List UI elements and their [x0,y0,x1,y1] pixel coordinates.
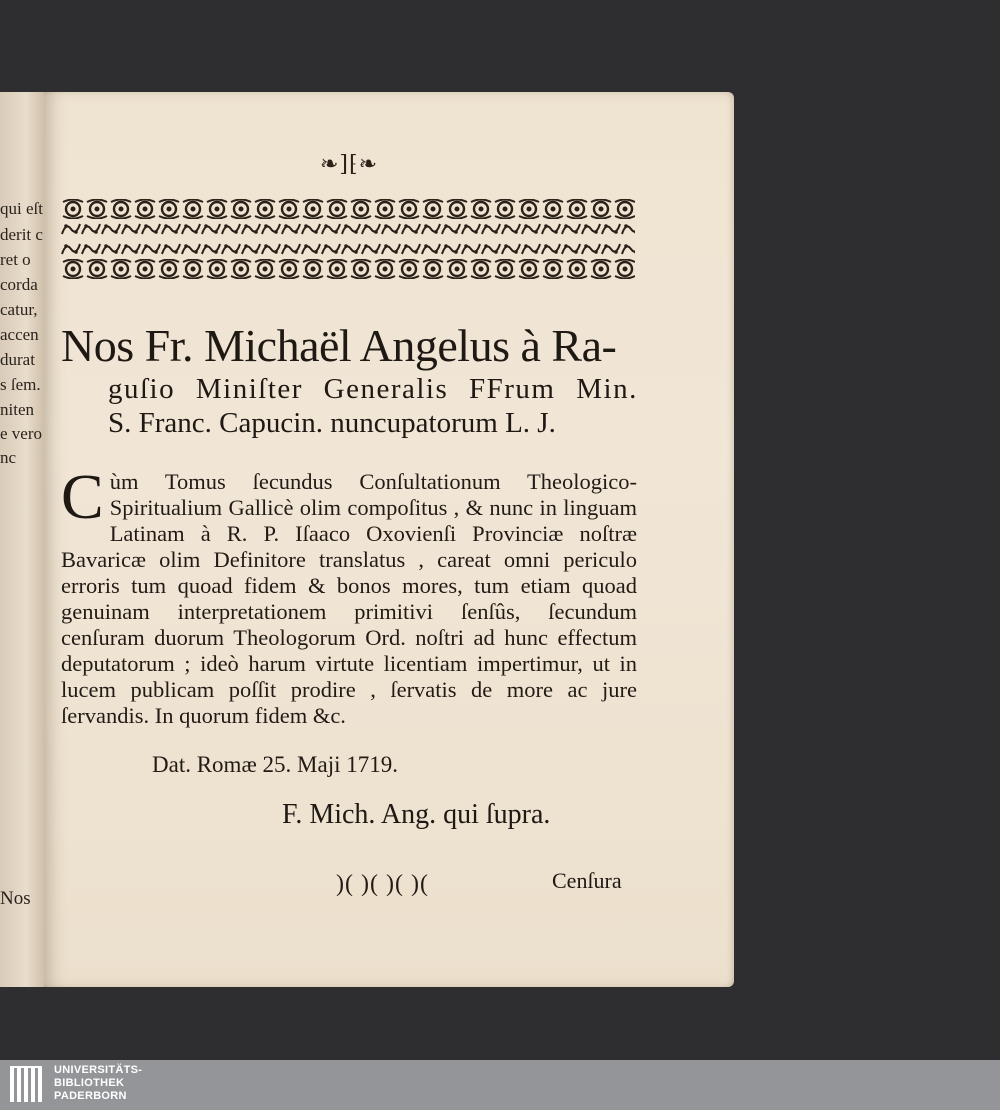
library-footer [0,1060,1000,1110]
left-page-catchword: Nos [0,888,31,909]
dateline: Dat. Romæ 25. Maji 1719. [152,752,398,777]
left-page-line: nc [0,448,17,467]
heading-line: S. Franc. Capucin. nuncupatorum L. J. [108,407,556,439]
left-page-line: ret o [0,250,31,269]
signature-mark: )( )( )( )( [336,871,429,897]
left-page-line: s ſem. [0,375,41,394]
left-page-edge [0,92,45,987]
left-page-line: accen [0,325,39,344]
heading-line: Nos Fr. Michaël Angelus à Ra- [61,320,617,371]
library-bars-icon [8,1064,48,1106]
body-paragraph [61,461,637,729]
left-page-line: qui eſt [0,199,43,218]
left-page-line: corda [0,275,38,294]
left-page-line: derit c [0,225,43,244]
left-page-line: durat [0,350,35,369]
body-text: ùm Tomus ſecundus Conſultationum Theologico-Spiritualium Gallicè olim compoſitus , & nunc in linguam Latinam à R. P. Iſaaco Oxovienſi Provinciæ noſtræ Bavaricæ olim Definitore translatus , careat omni periculo erroris tum quoad fidem & bonos mores, tum etiam quoad genuinam interpretationem primitivi ſenſûs, ſecundum cenſuram duorum Theologorum Ord. noſtri ad hunc effectum deputatorum ; ideò harum virtute licentiam impertimur, ut in lucem publicam poſſit prodire , ſervatis de more ac jure ſervandis. In quorum fidem &c. [61,469,637,728]
left-page-line: e vero [0,424,43,443]
document-page [44,92,734,987]
library-name [54,1064,142,1103]
fleuron-band-ornament [61,199,635,279]
left-page-line: niten [0,400,34,419]
signature: F. Mich. Ang. qui ſupra. [282,799,551,830]
catchword: Cenſura [552,868,622,893]
library-name-line: PADERBORN [54,1090,127,1102]
drop-cap: C [61,461,104,532]
document-heading [61,320,641,440]
heading-line: guſio Miniſter Generalis FFrum Min. [108,373,638,405]
page-header-ornament: ❧]⁅❧ [319,152,379,177]
left-page-line: catur, [0,300,38,319]
library-name-line: BIBLIOTHEK [54,1077,125,1089]
library-name-line: UNIVERSITÄTS- [54,1064,143,1076]
